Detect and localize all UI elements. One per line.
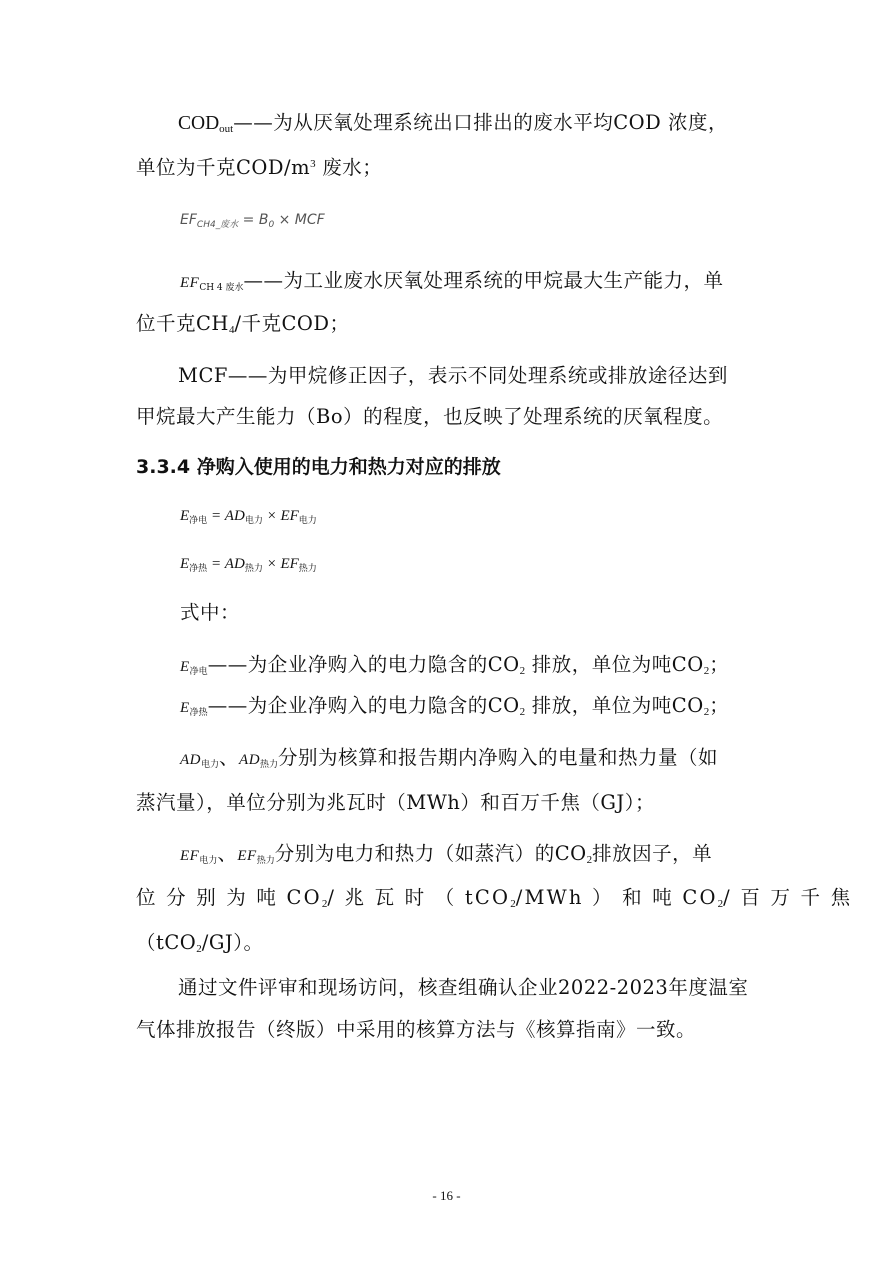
- e-heat-definition: $E_{净热}——$为企业净购入的电力隐含的$CO_2$ 排放，单位为吨$CO_2$；: [180, 694, 730, 718]
- ef-ch4-definition-line1: $EF_{CH 4 废水}——$为工业废水厌氧处理系统的甲烷最大生产能力，单: [180, 269, 724, 293]
- ef-definition-line1: $EF_{电力}$、$EF_{热力}$分别为电力和热力（如蒸汽）的$CO_2$排放因子，单: [180, 842, 713, 866]
- ef-definition-line2: 位 分 别 为 吨 $CO_2/$ 兆 瓦 时 （ tCO$_2$/MWh ） 和 吨 $CO_2/$ 百 万 千 焦: [136, 886, 853, 910]
- cod-out-definition-line2: 单位为千克COD/$m^3$ 废水；: [136, 156, 383, 179]
- cod-out-definition-line1: $COD_{out}——$为从厌氧处理系统出口排出的废水平均COD 浓度，: [178, 111, 728, 135]
- section-heading: 3.3.4 净购入使用的电力和热力对应的排放: [136, 456, 501, 478]
- formula-ef-ch4: $EF_{CH4\_废水} = B_0$ × MCF: [180, 212, 325, 230]
- ad-definition-line1: $AD_{电力}$、$AD_{热力}$分别为核算和报告期内净购入的电量和热力量（如: [180, 746, 719, 770]
- page-number: - 16 -: [432, 1188, 461, 1203]
- conclusion-line2: 气体排放报告（终版）中采用的核算方法与《核算指南》一致。: [136, 1018, 697, 1041]
- e-electricity-definition: $E_{净电}——$为企业净购入的电力隐含的$CO_2$ 排放，单位为吨$CO_2$；: [180, 653, 730, 677]
- ef-ch4-definition-line2: 位千克$CH_4/$千克COD；: [136, 312, 350, 336]
- ad-definition-line2: 蒸汽量），单位分别为兆瓦时（MWh）和百万千焦（GJ）；: [136, 791, 655, 814]
- formula-e-electricity: $E_{净电} = AD_{电力} \times EF_{电力}$: [180, 508, 317, 525]
- formula-e-heat: $E_{净热} = AD_{热力} \times EF_{热力}$: [180, 556, 317, 573]
- mcf-definition-line2: 甲烷最大产生能力（Bo）的程度，也反映了处理系统的厌氧程度。: [136, 405, 724, 428]
- ef-definition-line3: （tCO$_2$/GJ）。: [136, 931, 264, 955]
- mcf-definition-line1: MCF——为甲烷修正因子，表示不同处理系统或排放途径达到: [178, 364, 728, 387]
- conclusion-line1: 通过文件评审和现场访问，核查组确认企业2022-2023年度温室: [178, 976, 749, 999]
- where-label: 式中：: [180, 601, 241, 624]
